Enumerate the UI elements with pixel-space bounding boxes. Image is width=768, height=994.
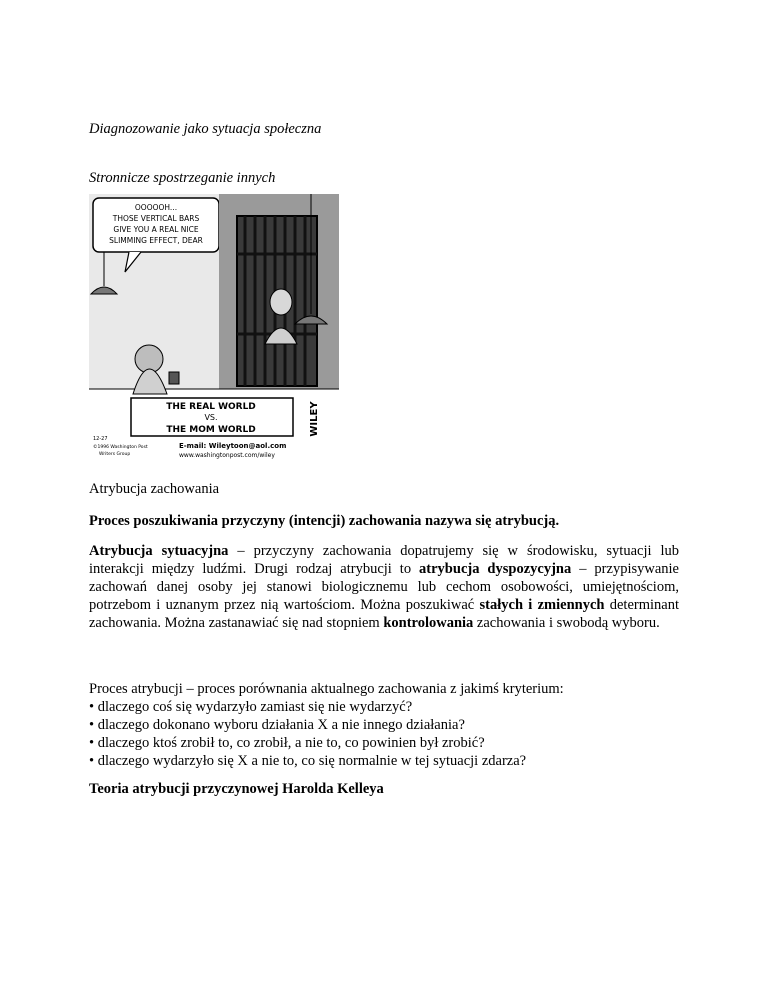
- document-heading: Diagnozowanie jako sytuacja społeczna: [89, 121, 322, 137]
- list-item: • dlaczego wydarzyło się X a nie to, co się normalnie w tej sytuacji zdarza?: [89, 753, 527, 769]
- caption-line-2: VS.: [204, 413, 218, 422]
- artist-signature: WILEY: [309, 401, 320, 437]
- section-subheading: Stronnicze spostrzeganie innych: [89, 170, 276, 186]
- attribution-definition: Proces poszukiwania przyczyny (intencji) zachowania nazywa się atrybucją.: [89, 513, 560, 529]
- term-situational: Atrybucja sytuacyjna: [89, 543, 229, 559]
- speech-line-4: SLIMMING EFFECT, DEAR: [109, 236, 203, 245]
- term-dispositional: atrybucja dyspozycyjna: [419, 561, 572, 577]
- process-list: [89, 680, 689, 770]
- mom-handbag: [169, 372, 179, 384]
- caption-line-1: THE REAL WORLD: [166, 402, 256, 412]
- copyright-line-1: ©1996 Washington Post: [93, 445, 148, 450]
- cartoon-illustration: [89, 194, 339, 466]
- attribution-paragraph: Atrybucja sytuacyjna – przyczyny zachowania dopatrujemy się w środowisku, sytuacji lub interakcji między ludźmi. Drugi rodzaj atrybucji to atrybucja dyspozycyjna – przypisywanie zachowań danej osoby jej stanowi biologicznemu lub cechom osobowości, umiejętnościom, potrzebom i uznanym przez nią wartościom. Można poszukiwać stałych i zmiennych determinant zachowania. Można zastanawiać się nad stopniem kontrolowania zachowania i swobodą wyboru.: [89, 543, 679, 631]
- speech-line-3: GIVE YOU A REAL NICE: [113, 225, 199, 234]
- list-item: • dlaczego coś się wydarzyło zamiast się nie wydarzyć?: [89, 699, 413, 715]
- copyright-line-2: Writers Group: [99, 452, 131, 457]
- term-stable-variable: stałych i zmiennych: [479, 597, 605, 613]
- theory-title: Teoria atrybucji przyczynowej Harolda Kelleya: [89, 781, 384, 797]
- speech-line-1: OOOOOH...: [134, 203, 178, 212]
- caption-line-3: THE MOM WORLD: [166, 425, 256, 435]
- list-item: • dlaczego ktoś zrobił to, co zrobił, a nie to, co powinien był zrobić?: [89, 735, 485, 751]
- speech-line-2: THOSE VERTICAL BARS: [112, 214, 200, 223]
- section-title: Atrybucja zachowania: [89, 481, 220, 497]
- term-control: kontrolowania: [383, 615, 474, 631]
- cartoon-email: E-mail: Wileytoon@aol.com: [179, 442, 287, 450]
- list-item: • dlaczego dokonano wyboru działania X a nie innego działania?: [89, 717, 465, 733]
- cartoon-date: 12-27: [93, 436, 108, 442]
- cartoon-url: www.washingtonpost.com/wiley: [179, 452, 275, 459]
- prisoner-head: [270, 289, 292, 315]
- process-intro: Proces atrybucji – proces porównania aktualnego zachowania z jakimś kryterium:: [89, 681, 564, 697]
